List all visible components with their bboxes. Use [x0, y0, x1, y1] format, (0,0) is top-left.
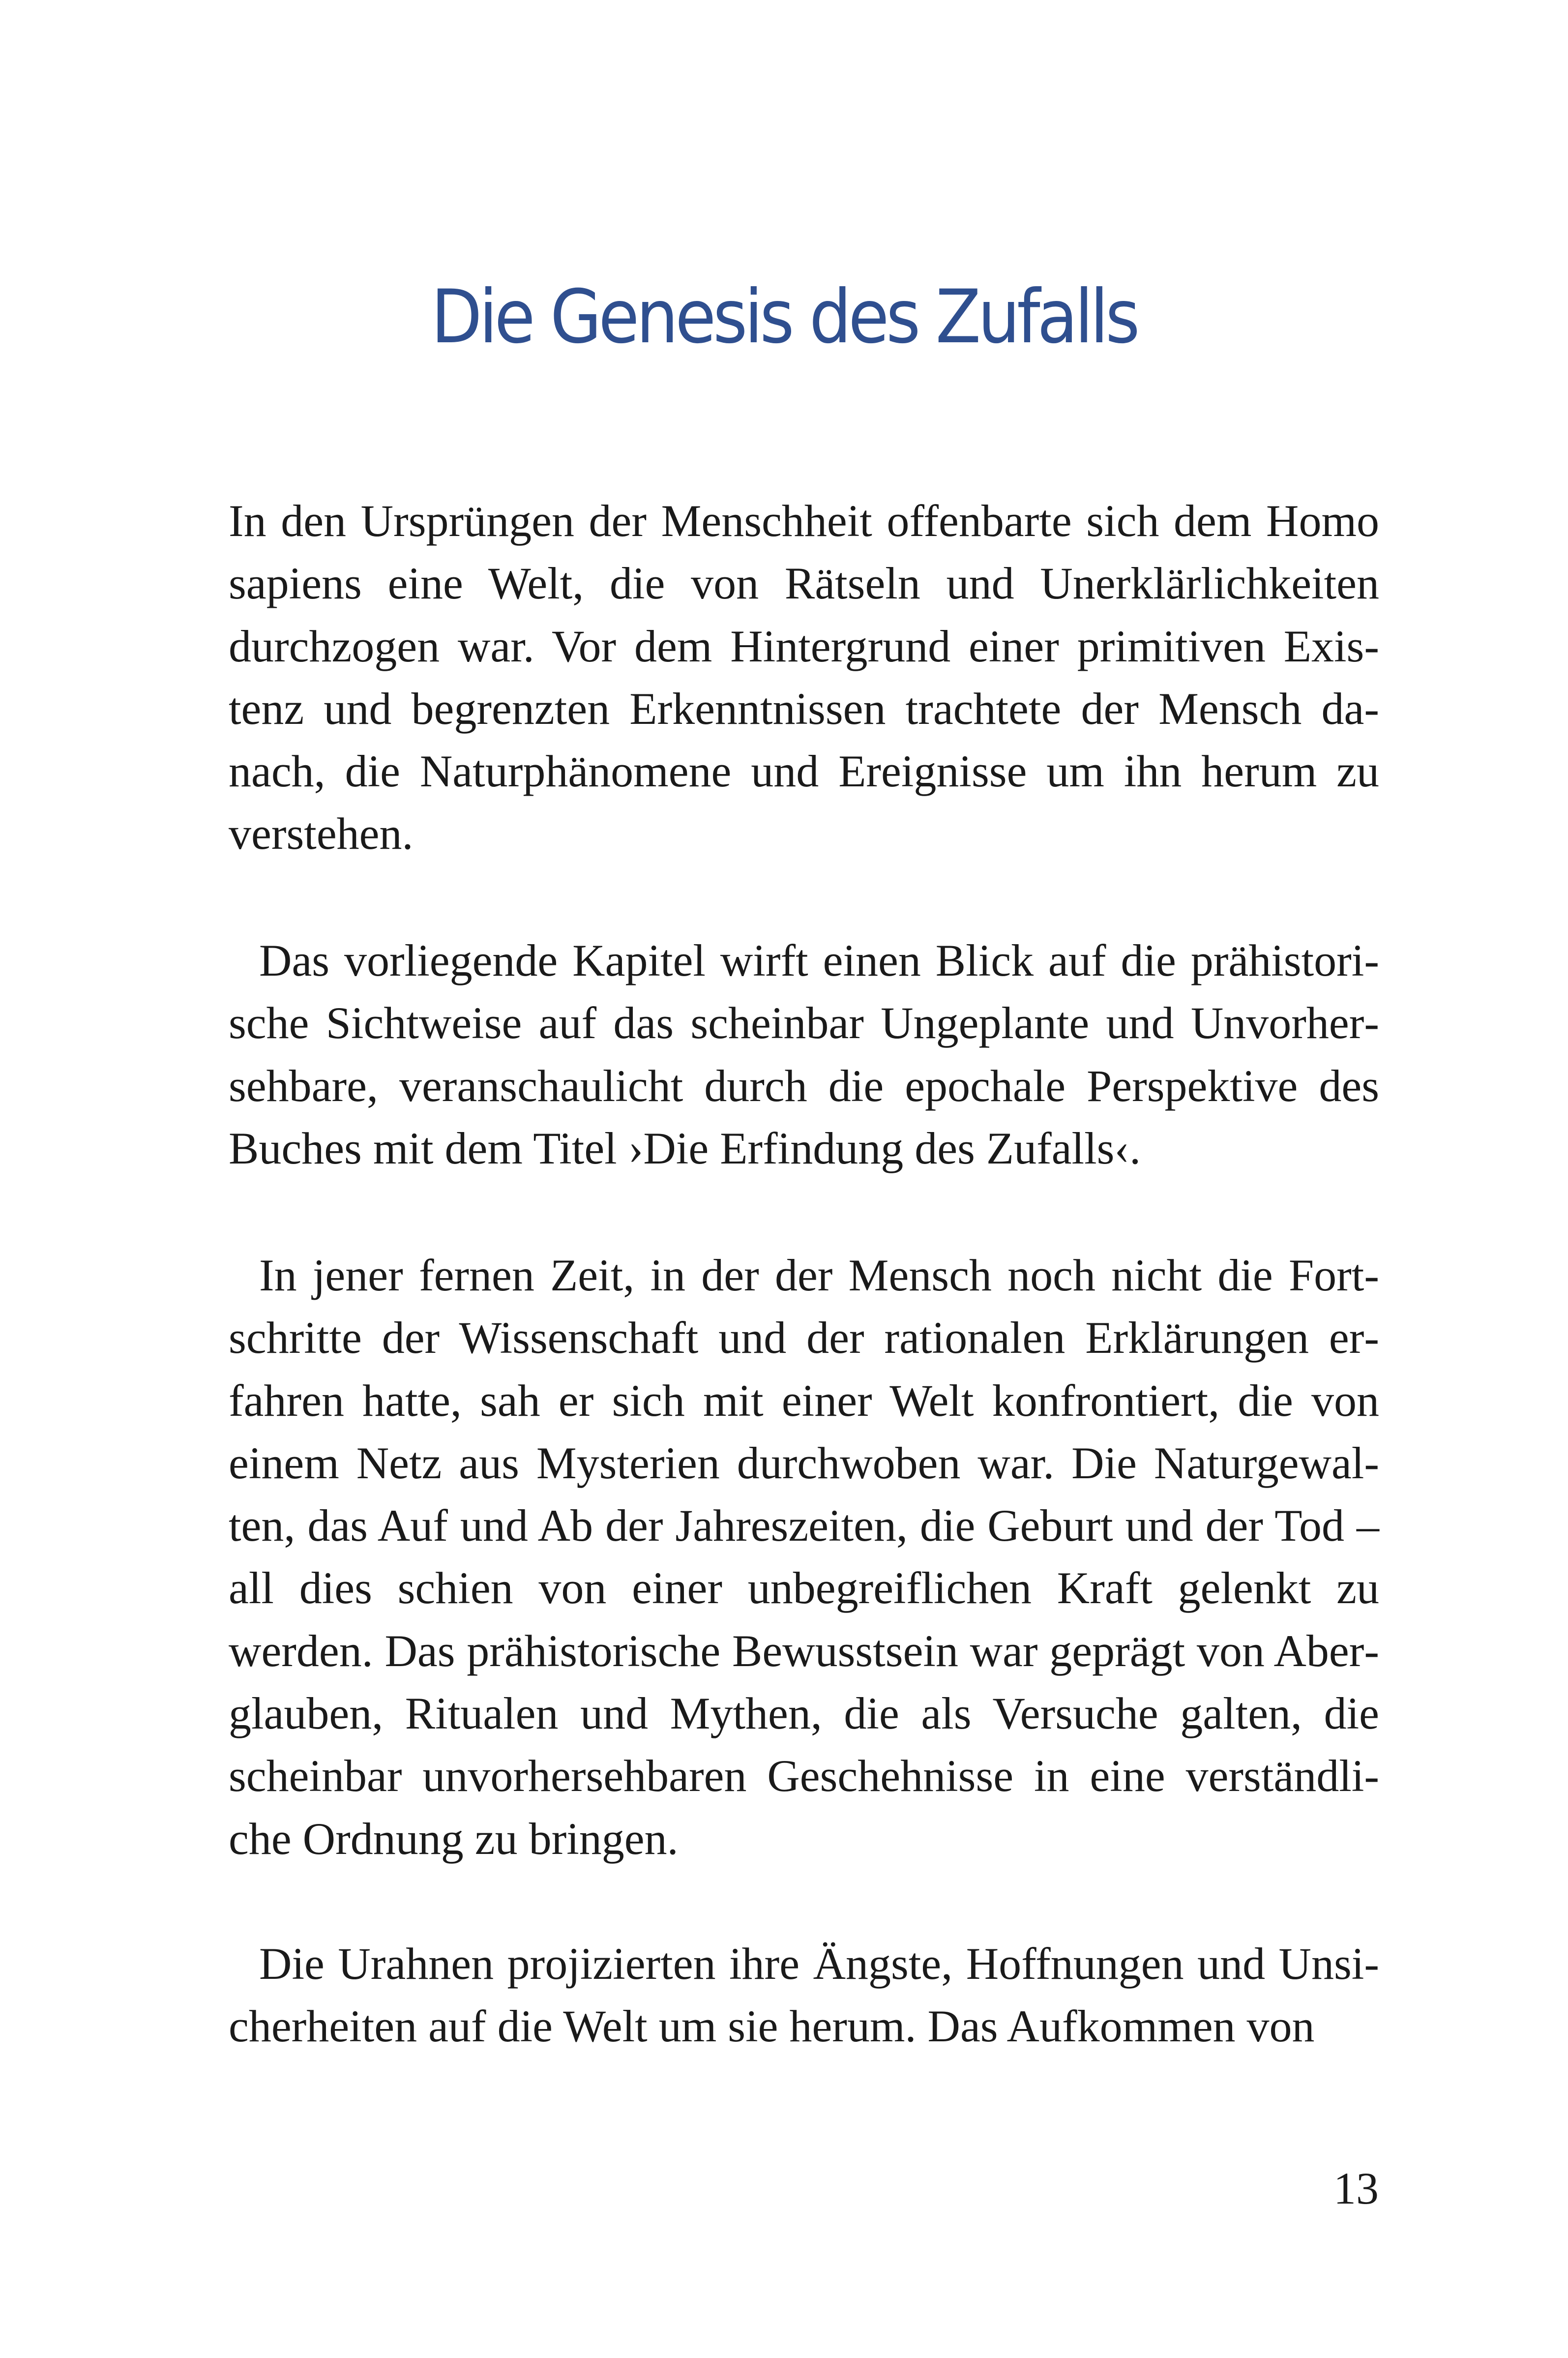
body-paragraph: In den Ursprüngen der Menschheit offenbarte sich dem Homo sapiens eine Welt, die von Rätseln und Unerklärlichkeiten durchzogen war. Vor dem Hintergrund einer primitiven Existenz und begrenzten Erkenntnissen trachtete der Mensch danach, die Naturphänomene und Ereignisse um ihn herum zu verstehen.	[229, 496, 1379, 859]
body-paragraph: Das vorliegende Kapitel wirft einen Blick auf die prähistorische Sichtweise auf das scheinbar Ungeplante und Unvorhersehbare, veranschaulicht durch die epochale Perspektive des Buches mit dem Titel ›Die Erfindung des Zufalls‹.	[229, 935, 1379, 1173]
page-number: 13	[1333, 2163, 1379, 2213]
body-paragraph: Die Urahnen projizierten ihre Ängste, Hoffnungen und Unsicherheiten auf die Welt um sie herum. Das Aufkommen von	[229, 1939, 1379, 2052]
chapter-title: Die Genesis des Zufalls	[431, 274, 1137, 360]
body-paragraph: In jener fernen Zeit, in der der Mensch noch nicht die Fortschritte der Wissenschaft und der rationalen Erklärungen erfahren hatte, sah er sich mit einer Welt konfrontiert, die von einem Netz aus Mysterien durchwoben war. Die Naturgewalten, das Auf und Ab der Jahreszeiten, die Geburt und der Tod – all dies schien von einer unbegreiflichen Kraft gelenkt zu werden. Das prähistorische Bewusstsein war geprägt von Aberglauben, Ritualen und Mythen, die als Versuche galten, die scheinbar unvorhersehbaren Geschehnisse in eine verständliche Ordnung zu bringen.	[229, 1250, 1379, 1864]
